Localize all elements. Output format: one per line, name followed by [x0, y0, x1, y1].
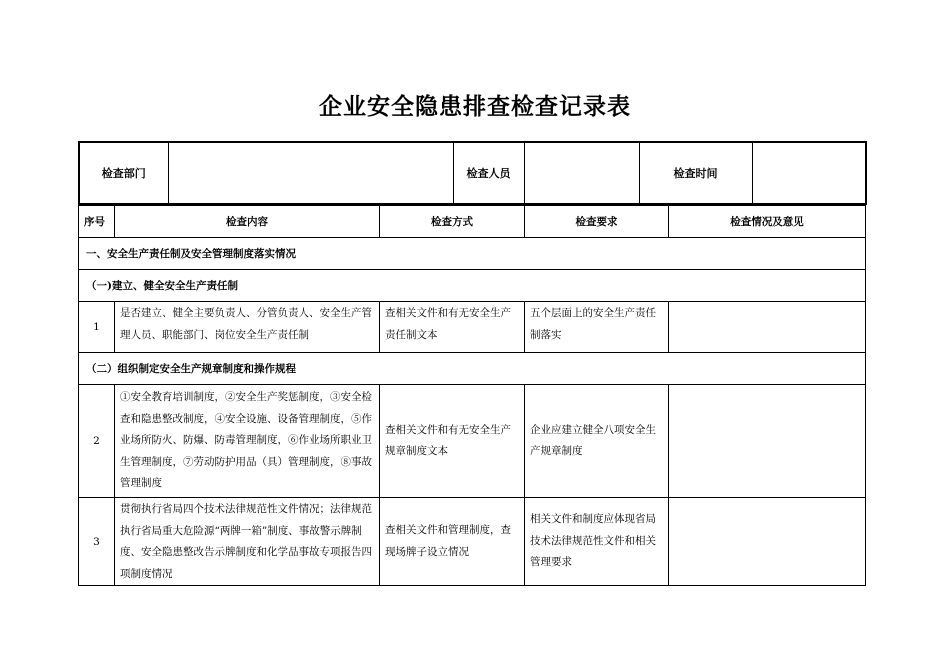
inspector-field[interactable] — [524, 142, 639, 204]
dept-field[interactable] — [168, 142, 453, 204]
time-field[interactable] — [752, 142, 866, 204]
row-requirement: 五个层面上的安全生产责任制落实 — [525, 302, 669, 353]
row-content: ①安全教育培训制度，②安全生产奖惩制度，③安全检查和隐患整改制度，④安全设施、设备管理制度，⑤作业场所防火、防爆、防毒管理制度，⑥作业场所职业卫生管理制度，⑦劳动防护用品（具）管理制度，⑧事故管理制度 — [115, 385, 380, 498]
row-requirement: 企业应建立健全八项安全生产规章制度 — [525, 385, 669, 498]
row-seq: 1 — [79, 302, 115, 353]
row-method: 查相关文件和管理制度，查现场牌子设立情况 — [380, 498, 525, 586]
col-method-header: 检查方式 — [380, 206, 525, 238]
row-requirement: 相关文件和制度应体现省局技术法律规范性文件和相关管理要求 — [525, 498, 669, 586]
col-content-header: 检查内容 — [115, 206, 380, 238]
table-row — [79, 302, 866, 353]
subsection-row — [79, 353, 866, 385]
page-title: 企业安全隐患排查检查记录表 — [319, 93, 631, 120]
dept-label: 检查部门 — [79, 142, 168, 204]
row-method: 查相关文件和有无安全生产责任制文本 — [380, 302, 525, 353]
col-result-header: 检查情况及意见 — [669, 206, 866, 238]
col-requirement-header: 检查要求 — [525, 206, 669, 238]
section-row — [79, 238, 866, 270]
row-method: 查相关文件和有无安全生产规章制度文本 — [380, 385, 525, 498]
col-seq-header: 序号 — [79, 206, 115, 238]
table-row — [79, 498, 866, 586]
row-seq: 2 — [79, 385, 115, 498]
row-result-field[interactable] — [669, 385, 866, 498]
time-label: 检查时间 — [639, 142, 752, 204]
section-title: 一、安全生产责任制及安全管理制度落实情况 — [79, 238, 866, 270]
row-result-field[interactable] — [669, 498, 866, 586]
checklist-table — [78, 205, 866, 586]
table-row — [79, 385, 866, 498]
subsection-row — [79, 270, 866, 302]
subsection-title: （一)建立、健全安全生产责任制 — [79, 270, 866, 302]
row-seq: 3 — [79, 498, 115, 586]
subsection-title: （二）组织制定安全生产规章制度和操作规程 — [79, 353, 866, 385]
inspector-label: 检查人员 — [453, 142, 524, 204]
row-result-field[interactable] — [669, 302, 866, 353]
row-content: 是否建立、健全主要负责人、分管负责人、安全生产管理人员、职能部门、岗位安全生产责任制 — [115, 302, 380, 353]
header-fields-table — [78, 141, 867, 205]
column-header-row — [79, 206, 866, 238]
row-content: 贯彻执行省局四个技术法律规范性文件情况；法律规范执行省局重大危险源“两牌一箱”制度、事故警示牌制度、安全隐患整改告示牌制度和化学品事故专项报告四项制度情况 — [115, 498, 380, 586]
